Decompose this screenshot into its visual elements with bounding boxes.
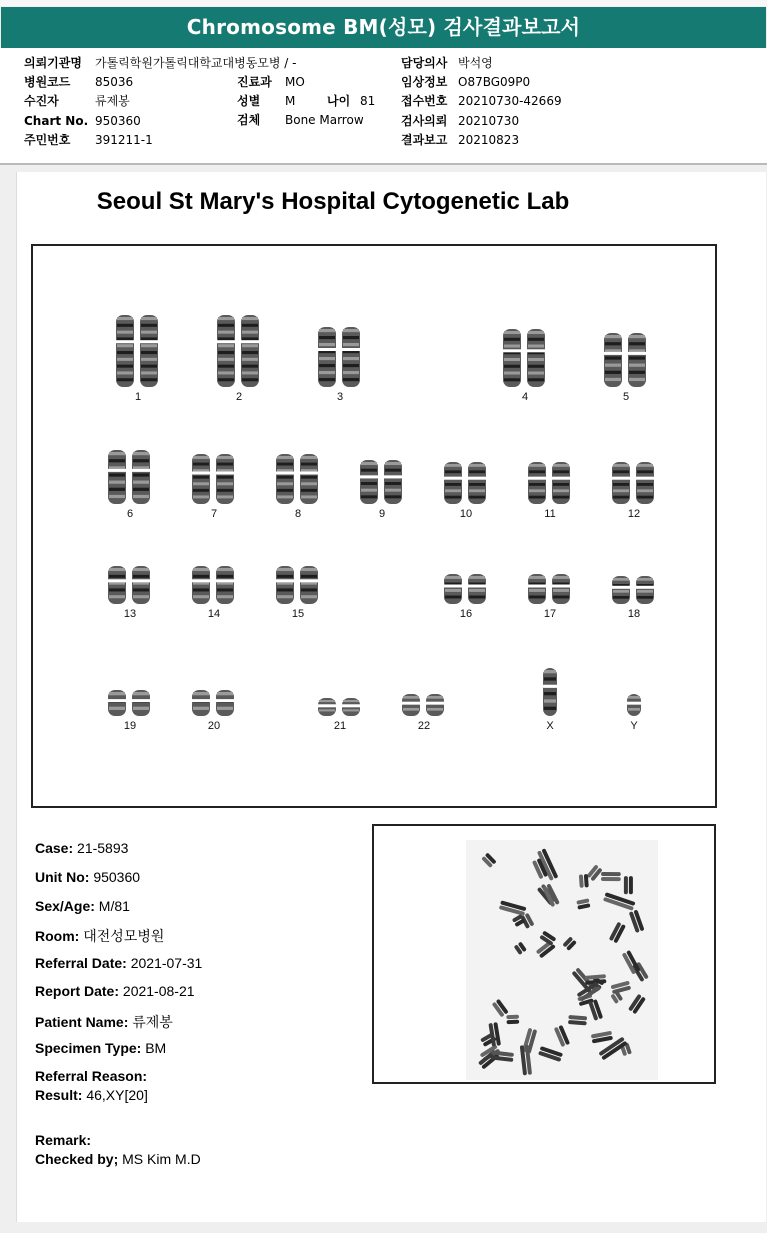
case-info-row	[35, 955, 202, 971]
chromosome-label-9: 9	[378, 508, 386, 520]
chromosome-label-Y: Y	[630, 720, 638, 732]
chromosome-label-10: 10	[459, 508, 473, 520]
chromosome-pair-19	[104, 688, 156, 718]
chromosome-3-1	[317, 327, 337, 387]
karyotype-panel	[31, 244, 717, 808]
chromosome-pair-20	[188, 688, 240, 718]
chromosome-label-18: 18	[627, 608, 641, 620]
info-label: 의뢰기관명	[24, 56, 82, 70]
chromosome-pair-18	[608, 574, 660, 606]
info-chart-no	[24, 112, 141, 130]
chromosome-3-2	[341, 327, 361, 387]
chromosome-9-1	[359, 460, 379, 504]
info-value: O87BG09P0	[458, 75, 531, 89]
chromosome-pair-8	[272, 452, 324, 506]
case-info-row	[35, 840, 128, 856]
chromosome-pair-10	[440, 460, 492, 506]
chromosome-label-11: 11	[544, 508, 556, 520]
case-info-value: 2021-08-21	[119, 983, 195, 999]
info-label: 수진자	[24, 94, 59, 108]
chromosome-21-1	[317, 698, 337, 716]
info-clinical	[401, 73, 530, 91]
chromosome-18-2	[635, 576, 655, 604]
chromosome-13-2	[131, 566, 151, 604]
info-label: 검사의뢰	[401, 114, 448, 128]
case-info-row	[35, 983, 195, 999]
chromosome-10-1	[443, 462, 463, 504]
case-info-value: 2021-07-31	[126, 955, 203, 971]
info-department	[237, 73, 305, 91]
case-info-label: Sex/Age:	[35, 898, 95, 914]
chromosome-pair-16	[440, 572, 492, 606]
chromosome-16-2	[467, 574, 487, 604]
info-resident-no	[24, 131, 153, 149]
case-info-label: Report Date:	[35, 983, 120, 999]
top-strip	[0, 0, 767, 6]
chromosome-X-1	[542, 668, 558, 716]
patient-info-panel	[0, 48, 767, 165]
chromosome-pair-14	[188, 564, 240, 606]
info-value: 391211-1	[95, 133, 153, 147]
chromosome-5-1	[603, 333, 623, 387]
info-patient	[24, 92, 130, 110]
case-info-row	[35, 898, 130, 914]
chromosome-12-1	[611, 462, 631, 504]
chromosome-17-2	[551, 574, 571, 604]
chromosome-label-14: 14	[207, 608, 221, 620]
chromosome-pair-11	[524, 460, 576, 506]
chromosome-label-20: 20	[207, 720, 221, 732]
chromosome-20-1	[191, 690, 211, 716]
chromosome-pair-2	[213, 313, 265, 389]
chromosome-14-1	[191, 566, 211, 604]
case-info-row	[35, 1012, 173, 1032]
info-label: 임상정보	[401, 75, 448, 89]
case-info-row	[35, 1068, 147, 1084]
chromosome-label-X: X	[546, 720, 554, 732]
chromosome-8-1	[275, 454, 295, 504]
info-sex	[237, 92, 295, 110]
case-info-value: 대전성모병원	[79, 928, 165, 944]
chromosome-pair-6	[104, 448, 156, 506]
chromosome-9-2	[383, 460, 403, 504]
chromosome-label-3: 3	[336, 391, 344, 403]
info-label: 담당의사	[401, 56, 448, 70]
case-info-label: Referral Reason:	[35, 1068, 148, 1084]
case-info-row	[35, 869, 140, 885]
case-info-label: Unit No:	[35, 869, 90, 885]
chromosome-14-2	[215, 566, 235, 604]
chromosome-17-1	[527, 574, 547, 604]
chromosome-label-17: 17	[543, 608, 557, 620]
info-doctor	[401, 54, 493, 72]
chromosome-11-1	[527, 462, 547, 504]
chromosome-6-1	[107, 450, 127, 504]
info-label: 나이	[327, 94, 351, 108]
info-value: 박석영	[458, 56, 493, 70]
chromosome-label-8: 8	[294, 508, 302, 520]
info-accession	[401, 92, 562, 110]
chromosome-pair-7	[188, 452, 240, 506]
info-label: 주민번호	[24, 133, 71, 147]
info-label: Chart No.	[24, 114, 89, 128]
case-info-label: Remark:	[35, 1132, 92, 1148]
metaphase-spread-image	[374, 826, 714, 1082]
chromosome-22-1	[401, 694, 421, 716]
chromosome-pair-1	[112, 313, 164, 389]
report-header-title: Chromosome BM(성모) 검사결과보고서	[1, 7, 766, 48]
info-age	[327, 92, 375, 110]
chromosome-8-2	[299, 454, 319, 504]
chromosome-label-6: 6	[126, 508, 134, 520]
chromosome-pair-21	[314, 696, 366, 718]
case-info-value: BM	[141, 1040, 167, 1056]
chromosome-4-1	[502, 329, 522, 387]
info-value: 85036	[95, 75, 134, 89]
chromosome-pair-12	[608, 460, 660, 506]
chromosome-13-1	[107, 566, 127, 604]
chromosome-label-7: 7	[210, 508, 218, 520]
info-value: 950360	[95, 114, 141, 128]
chromosome-4-2	[526, 329, 546, 387]
chromosome-pair-13	[104, 564, 156, 606]
report-page	[16, 172, 766, 1222]
case-info-value: 950360	[89, 869, 141, 885]
chromosome-5-2	[627, 333, 647, 387]
case-info-row	[35, 1151, 201, 1167]
info-value: M	[285, 94, 296, 108]
chromosome-15-1	[275, 566, 295, 604]
chromosome-pair-Y	[623, 692, 645, 718]
chromosome-22-2	[425, 694, 445, 716]
info-institution	[24, 54, 296, 72]
chromosome-label-13: 13	[123, 608, 137, 620]
chromosome-label-4: 4	[521, 391, 529, 403]
case-info-label: Referral Date:	[35, 955, 127, 971]
chromosome-20-2	[215, 690, 235, 716]
chromosome-label-21: 21	[333, 720, 347, 732]
lab-title: Seoul St Mary's Hospital Cytogenetic Lab	[96, 188, 570, 215]
chromosome-label-16: 16	[459, 608, 473, 620]
chromosome-label-2: 2	[235, 391, 243, 403]
chromosome-19-1	[107, 690, 127, 716]
info-label: 병원코드	[24, 75, 71, 89]
info-value: 류제봉	[95, 94, 130, 108]
case-info-label: Result:	[35, 1087, 83, 1103]
info-value: 20210823	[458, 133, 520, 147]
chromosome-7-2	[215, 454, 235, 504]
case-info-row	[35, 1132, 91, 1148]
section-separator	[0, 165, 767, 171]
chromosome-18-1	[611, 576, 631, 604]
info-value: 20210730-42669	[458, 94, 562, 108]
case-info-label: Case:	[35, 840, 74, 856]
case-info-label: Room:	[35, 928, 80, 944]
chromosome-pair-5	[600, 331, 652, 389]
info-report-date	[401, 131, 519, 149]
chromosome-Y-1	[626, 694, 642, 716]
chromosome-pair-17	[524, 572, 576, 606]
case-info-value: 46,XY[20]	[82, 1087, 148, 1103]
case-info-value: 류제봉	[128, 1014, 173, 1030]
chromosome-7-1	[191, 454, 211, 504]
info-hospital-code	[24, 73, 133, 91]
info-value: 20210730	[458, 114, 520, 128]
chromosome-label-5: 5	[622, 391, 630, 403]
info-label: 성별	[237, 94, 261, 108]
case-info-row	[35, 1087, 148, 1103]
info-label: 진료과	[237, 75, 272, 89]
chromosome-19-2	[131, 690, 151, 716]
chromosome-pair-X	[539, 666, 561, 718]
chromosome-pair-4	[499, 327, 551, 389]
chromosome-label-19: 19	[123, 720, 137, 732]
chromosome-label-12: 12	[627, 508, 641, 520]
case-info-label: Patient Name:	[35, 1014, 129, 1030]
chromosome-pair-3	[314, 325, 366, 389]
chromosome-label-15: 15	[291, 608, 305, 620]
chromosome-label-22: 22	[417, 720, 431, 732]
case-info-row	[35, 1040, 166, 1056]
case-info-value: 21-5893	[73, 840, 129, 856]
info-label: 접수번호	[401, 94, 448, 108]
chromosome-6-2	[131, 450, 151, 504]
chromosome-10-2	[467, 462, 487, 504]
chromosome-1-2	[139, 315, 159, 387]
info-label: 검체	[237, 113, 261, 127]
info-label: 결과보고	[401, 133, 448, 147]
info-value: 가톨릭학원가톨릭대학교대병동모병 / -	[95, 56, 297, 70]
chromosome-label-1: 1	[134, 391, 142, 403]
chromosome-1-1	[115, 315, 135, 387]
case-info-label: Checked by;	[35, 1151, 119, 1167]
chromosome-pair-22	[398, 692, 450, 718]
chromosome-16-1	[443, 574, 463, 604]
case-info-row	[35, 926, 164, 946]
chromosome-2-2	[240, 315, 260, 387]
case-info-label: Specimen Type:	[35, 1040, 142, 1056]
case-info-value: MS Kim M.D	[118, 1151, 201, 1167]
chromosome-2-1	[216, 315, 236, 387]
case-info-value: M/81	[94, 898, 130, 914]
chromosome-pair-15	[272, 564, 324, 606]
chromosome-12-2	[635, 462, 655, 504]
chromosome-15-2	[299, 566, 319, 604]
chromosome-21-2	[341, 698, 361, 716]
chromosome-11-2	[551, 462, 571, 504]
info-specimen	[237, 111, 364, 129]
info-value: MO	[285, 75, 305, 89]
chromosome-pair-9	[356, 458, 408, 506]
info-request-date	[401, 112, 519, 130]
info-value: Bone Marrow	[285, 113, 364, 127]
metaphase-panel	[372, 824, 716, 1084]
info-value: 81	[360, 94, 376, 108]
